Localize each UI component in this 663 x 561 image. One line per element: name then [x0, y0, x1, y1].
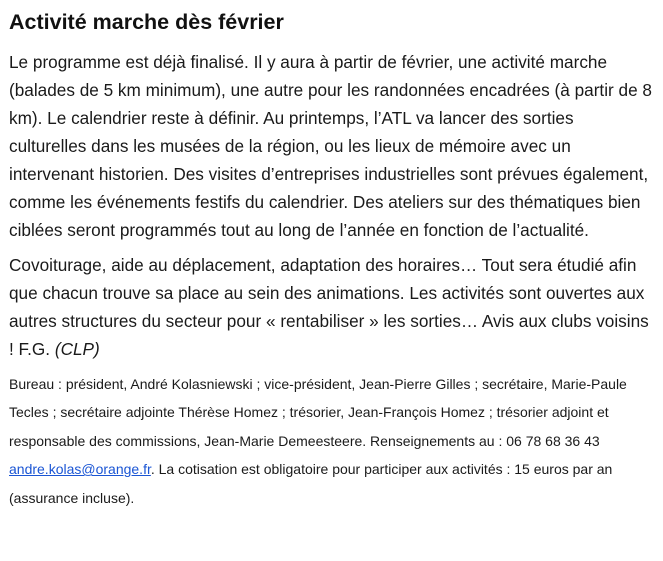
photo-credit: (CLP): [54, 339, 100, 359]
contact-info: [9, 370, 655, 512]
article-title: Activité marche dès février: [9, 10, 284, 34]
article-paragraph: [9, 48, 655, 244]
email-link[interactable]: andre.kolas@orange.fr: [9, 461, 151, 478]
info-text-end: . La cotisation est obligatoire pour participer aux activités : 15 euros par an (assurance incluse).: [9, 461, 613, 506]
info-text: Bureau : président, André Kolasniewski ; vice-président, Jean-Pierre Gilles ; secrétaire, Marie-Paule Tecles ; secrétaire adjointe Thérèse Homez ; trésorier, Jean-François Homez ; trésorier adjoint et responsable des commissions, Jean-Marie Demeesteere. Renseignements au : 06 78 68 36 43: [9, 376, 627, 449]
paragraph-text: Le programme est déjà finalisé. Il y aura à partir de février, une activité marche (balades de 5 km minimum), une autre pour les randonnées encadrées (à partir de 8 km). Le calendrier reste à définir. Au printemps, l’ATL va lancer des sorties culturelles dans les musées de la région, ou les lieux de mémoire avec un intervenant historien. Des visites d’entreprises industrielles sont prévues également, comme les événements festifs du calendrier. Des ateliers sur des thématiques bien ciblées seront programmés tout au long de l’année en fonction de l’actualité.: [9, 52, 652, 240]
article-paragraph: [9, 251, 655, 363]
paragraph-text: Covoiturage, aide au déplacement, adaptation des horaires… Tout sera étudié afin que chacun trouve sa place au sein des animations. Les activités sont ouvertes aux autres structures du secteur pour « rentabiliser » les sorties… Avis aux clubs voisins ! F.G.: [9, 255, 649, 359]
